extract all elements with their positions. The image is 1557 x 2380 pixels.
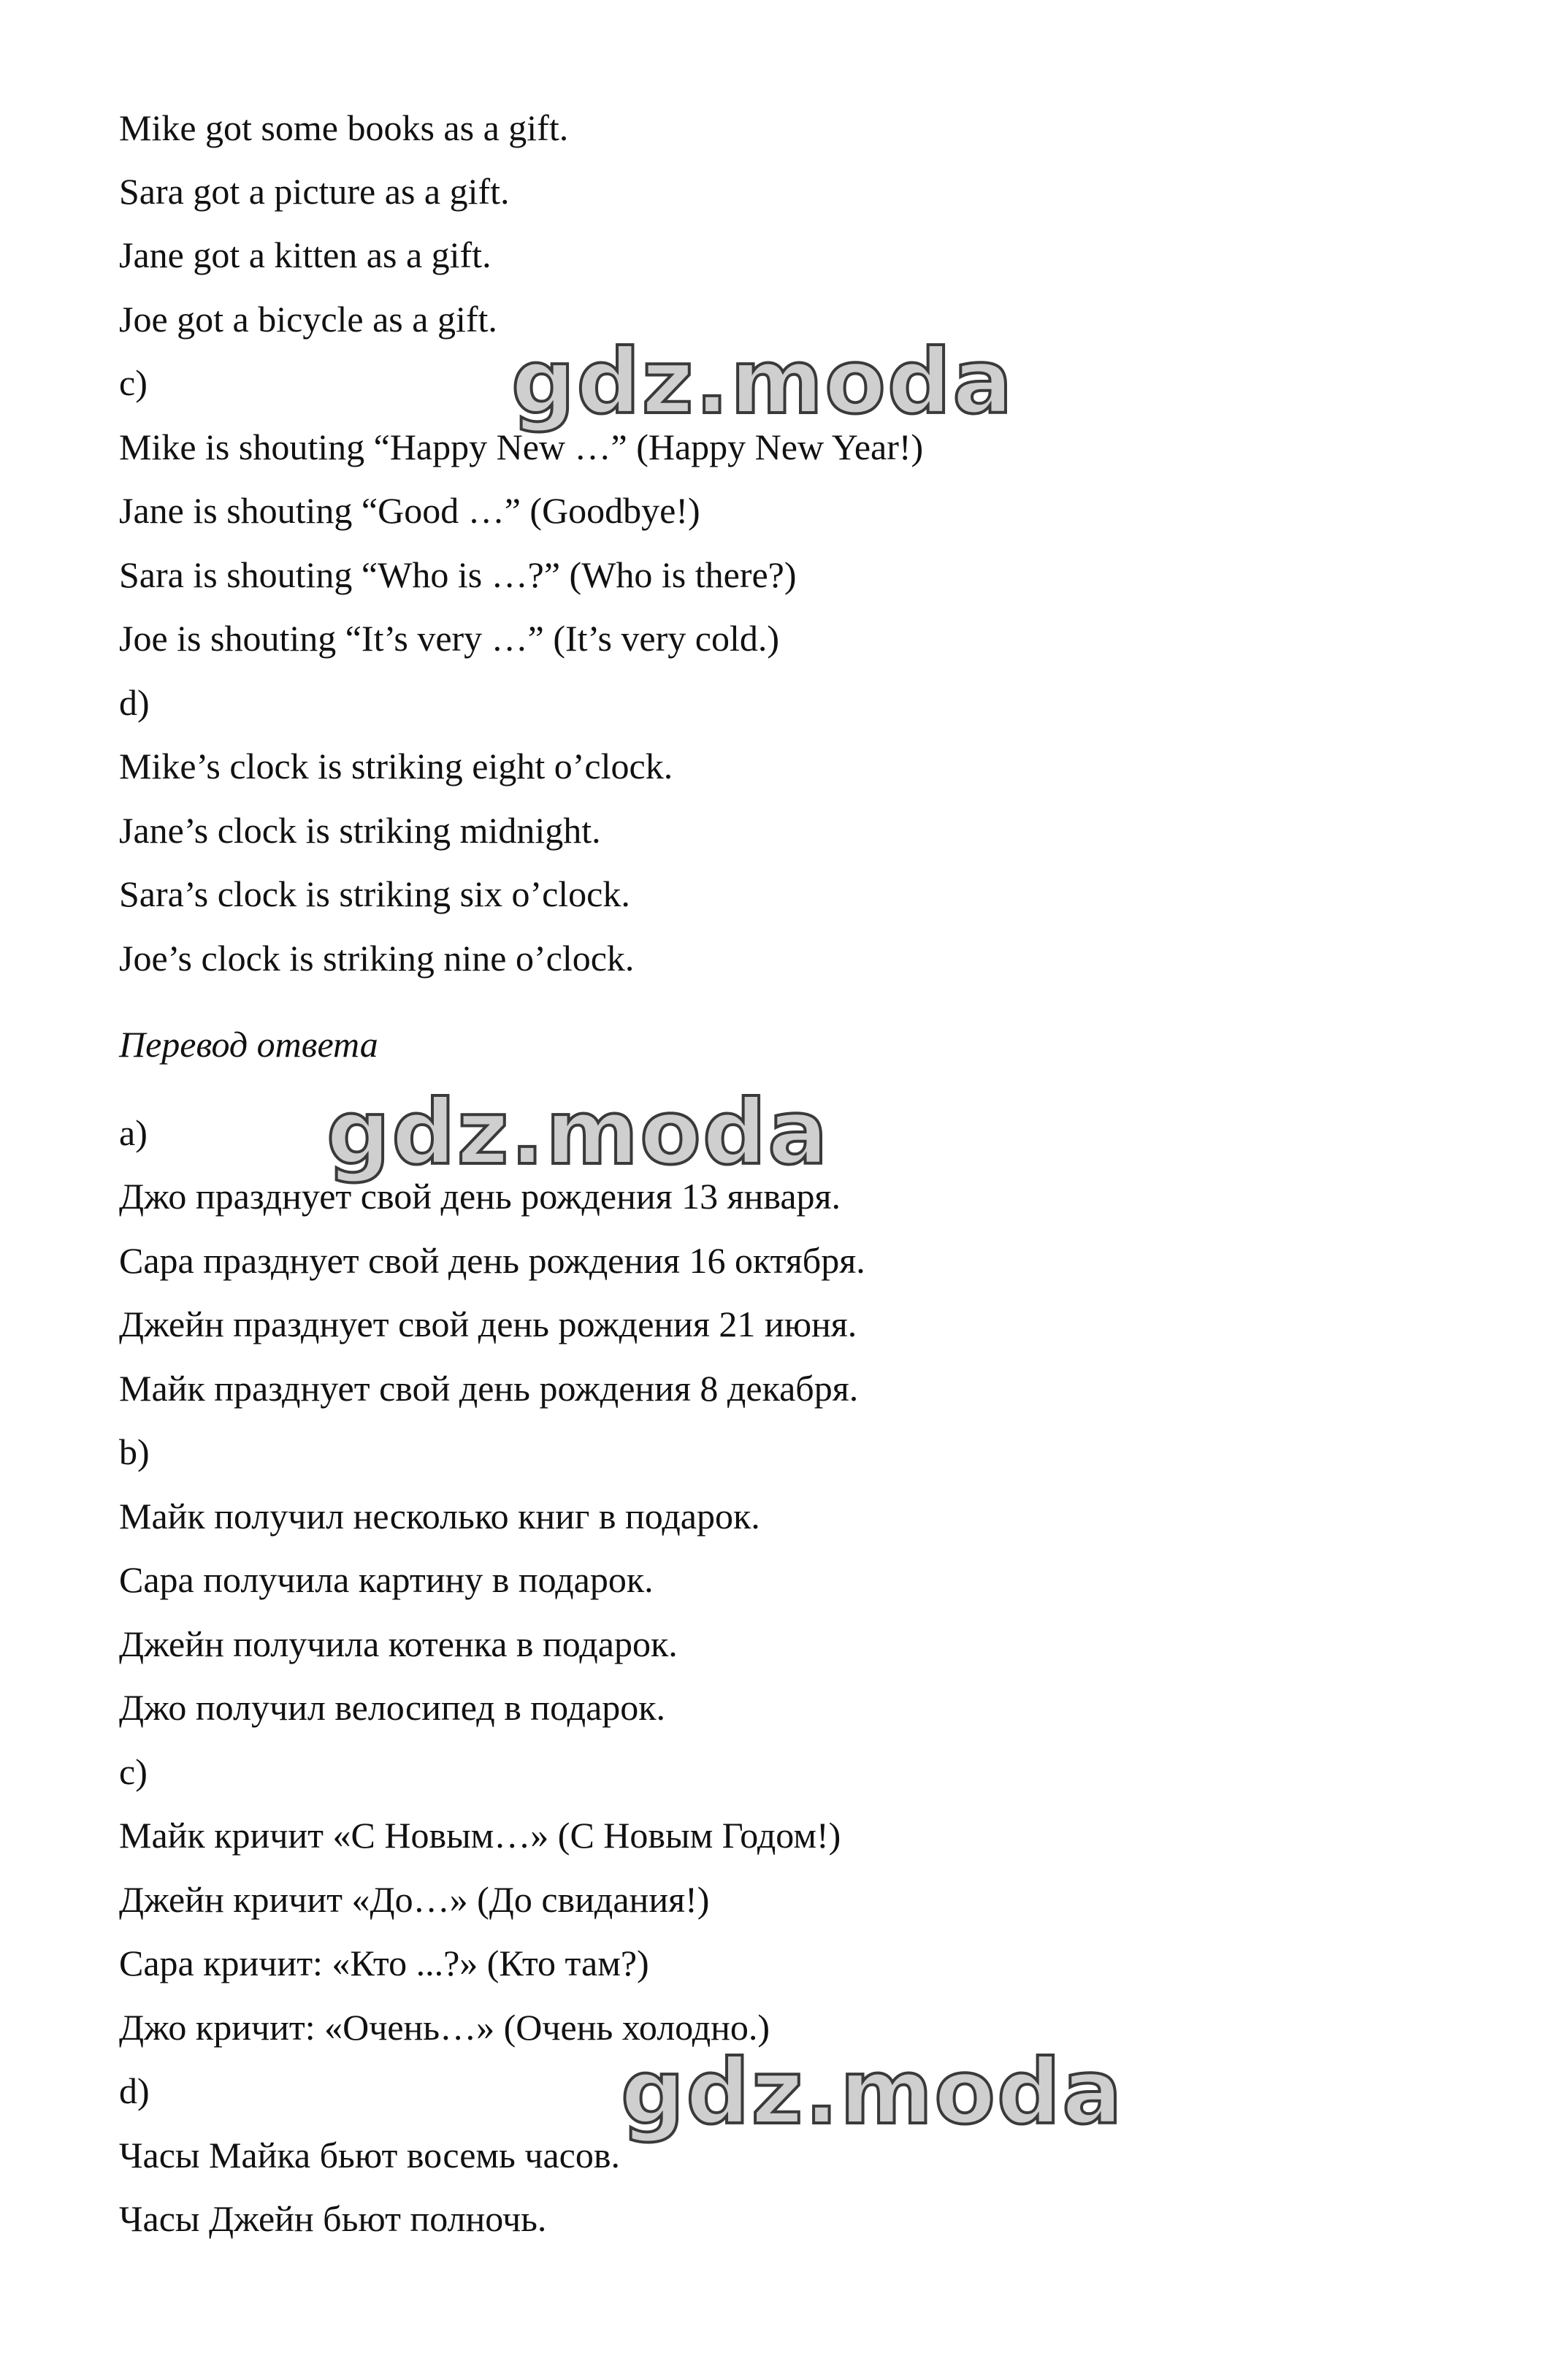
translation-line-b1: Майк получил несколько книг в подарок. bbox=[119, 1496, 760, 1537]
answer-line-c3: Sara is shouting “Who is …?” (Who is there?) bbox=[119, 554, 797, 595]
translation-line-b3: Джейн получила котенка в подарок. bbox=[119, 1623, 678, 1664]
translation-line-d2: Часы Джейн бьют полночь. bbox=[119, 2198, 547, 2239]
answer-line-b1: Mike got some books as a gift. bbox=[119, 107, 569, 148]
section-label-c: c) bbox=[119, 362, 148, 403]
answer-line-d2: Jane’s clock is striking midnight. bbox=[119, 810, 601, 851]
translation-label-b: b) bbox=[119, 1431, 150, 1472]
translation-line-a2: Сара празднует свой день рождения 16 октября. bbox=[119, 1240, 865, 1281]
answer-line-c1: Mike is shouting “Happy New …” (Happy New Year!) bbox=[119, 426, 924, 467]
translation-line-c1: Майк кричит «С Новым…» (С Новым Годом!) bbox=[119, 1815, 841, 1856]
translation-line-a3: Джейн празднует свой день рождения 21 июня. bbox=[119, 1304, 857, 1344]
watermark-logo: gdz.moda bbox=[621, 2040, 1124, 2144]
answer-line-b4: Joe got a bicycle as a gift. bbox=[119, 299, 497, 340]
translation-line-a4: Майк празднует свой день рождения 8 декабря. bbox=[119, 1368, 859, 1409]
watermark-logo: gdz.moda bbox=[326, 1081, 830, 1185]
answer-line-b3: Jane got a kitten as a gift. bbox=[119, 234, 491, 275]
answer-line-d1: Mike’s clock is striking eight o’clock. bbox=[119, 746, 673, 787]
translation-label-c: c) bbox=[119, 1751, 148, 1792]
translation-line-c4: Джо кричит: «Очень…» (Очень холодно.) bbox=[119, 2007, 770, 2048]
translation-line-b2: Сара получила картину в подарок. bbox=[119, 1559, 654, 1600]
section-label-d: d) bbox=[119, 682, 150, 723]
watermark-logo: gdz.moda bbox=[511, 330, 1014, 434]
translation-label-a: a) bbox=[119, 1112, 148, 1153]
translation-line-d1: Часы Майка бьют восемь часов. bbox=[119, 2135, 620, 2176]
translation-label-d: d) bbox=[119, 2070, 150, 2111]
answer-line-d4: Joe’s clock is striking nine o’clock. bbox=[119, 938, 635, 979]
answer-line-c2: Jane is shouting “Good …” (Goodbye!) bbox=[119, 490, 700, 531]
translation-heading: Перевод ответа bbox=[119, 1024, 378, 1065]
translation-line-c3: Сара кричит: «Кто ...?» (Кто там?) bbox=[119, 1943, 649, 1983]
answer-line-b2: Sara got a picture as a gift. bbox=[119, 171, 510, 212]
answer-line-d3: Sara’s clock is striking six o’clock. bbox=[119, 873, 630, 914]
translation-line-b4: Джо получил велосипед в подарок. bbox=[119, 1687, 666, 1728]
answer-line-c4: Joe is shouting “It’s very …” (It’s very cold.) bbox=[119, 618, 779, 659]
translation-line-a1: Джо празднует свой день рождения 13 января. bbox=[119, 1176, 841, 1217]
translation-line-c2: Джейн кричит «До…» (До свидания!) bbox=[119, 1879, 710, 1920]
